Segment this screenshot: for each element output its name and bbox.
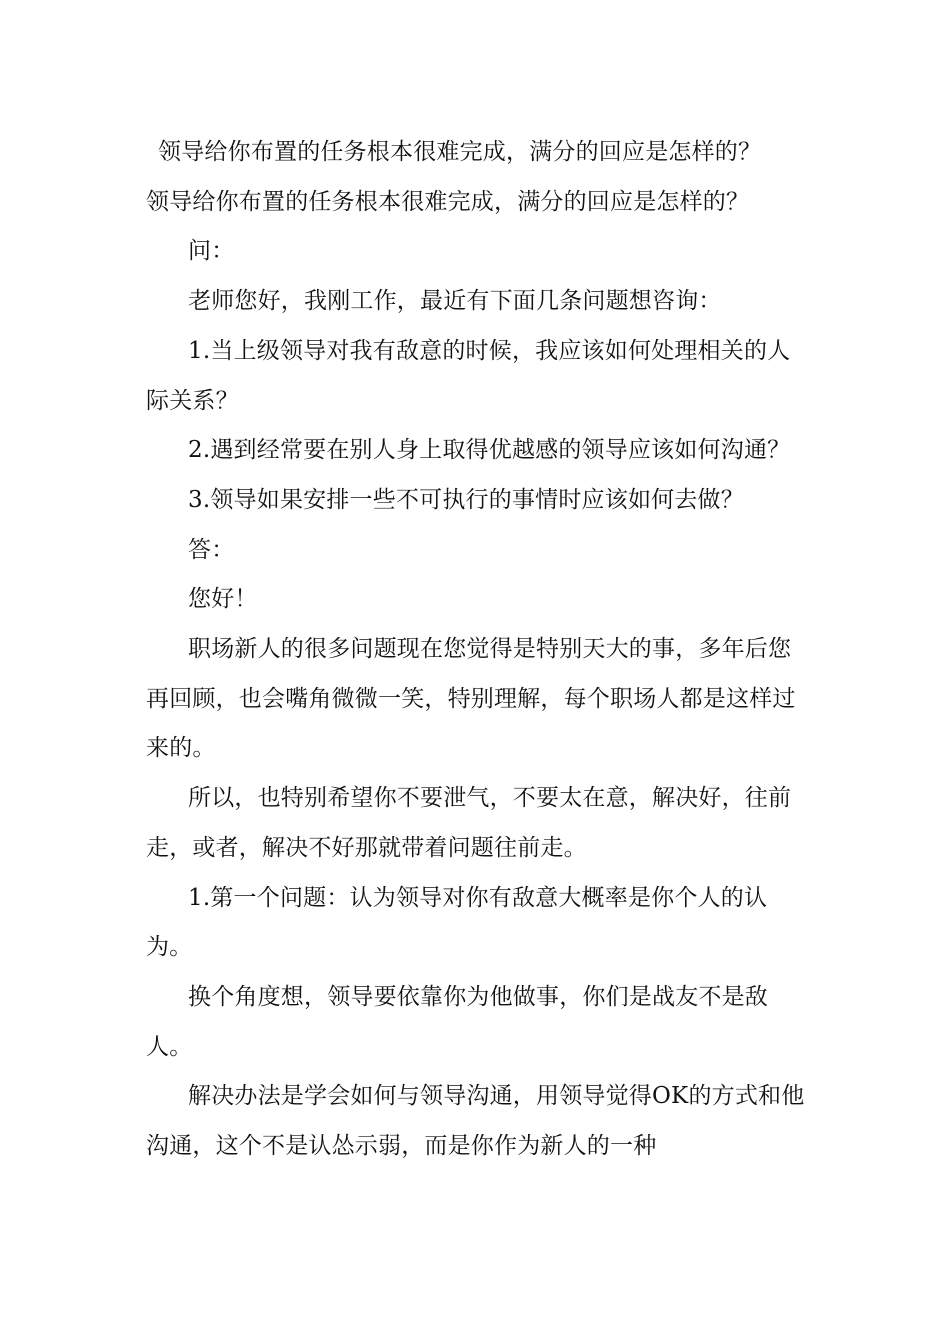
repeated-title-paragraph: 领导给你布置的任务根本很难完成，满分的回应是怎样的？ xyxy=(146,188,750,215)
document-title: 领导给你布置的任务根本很难完成，满分的回应是怎样的？ xyxy=(158,139,762,165)
answer-label: 答： xyxy=(188,536,235,563)
question-item-3: 3.领导如果安排一些不可执行的事情时应该如何去做？ xyxy=(188,486,744,513)
document-page xyxy=(146,128,812,1172)
answer-paragraph: 所以，也特别希望你不要泄气，不要太在意，解决好，往前走，或者，解决不好那就带着问题往前走。 xyxy=(146,785,792,861)
answer-point-1: 1.第一个问题：认为领导对你有敌意大概率是你个人的认为。 xyxy=(146,884,768,961)
question-item-1: 1.当上级领导对我有敌意的时候，我应该如何处理相关的人际关系？ xyxy=(146,337,791,414)
question-label: 问： xyxy=(188,238,235,265)
question-intro: 老师您好，我刚工作，最近有下面几条问题想咨询： xyxy=(188,288,722,315)
answer-greeting: 您好！ xyxy=(188,586,258,613)
answer-paragraph: 解决办法是学会如何与领导沟通，用领导觉得OK的方式和他沟通，这个不是认怂示弱，而是你作为新人的一种 xyxy=(146,1083,805,1160)
question-item-2: 2.遇到经常要在别人身上取得优越感的领导应该如何沟通？ xyxy=(188,437,791,464)
answer-paragraph: 职场新人的很多问题现在您觉得是特别天大的事，多年后您再回顾，也会嘴角微微一笑，特别理解，每个职场人都是这样过来的。 xyxy=(146,636,796,762)
answer-paragraph: 换个角度想，领导要依靠你为他做事，你们是战友不是敌人。 xyxy=(146,983,768,1060)
